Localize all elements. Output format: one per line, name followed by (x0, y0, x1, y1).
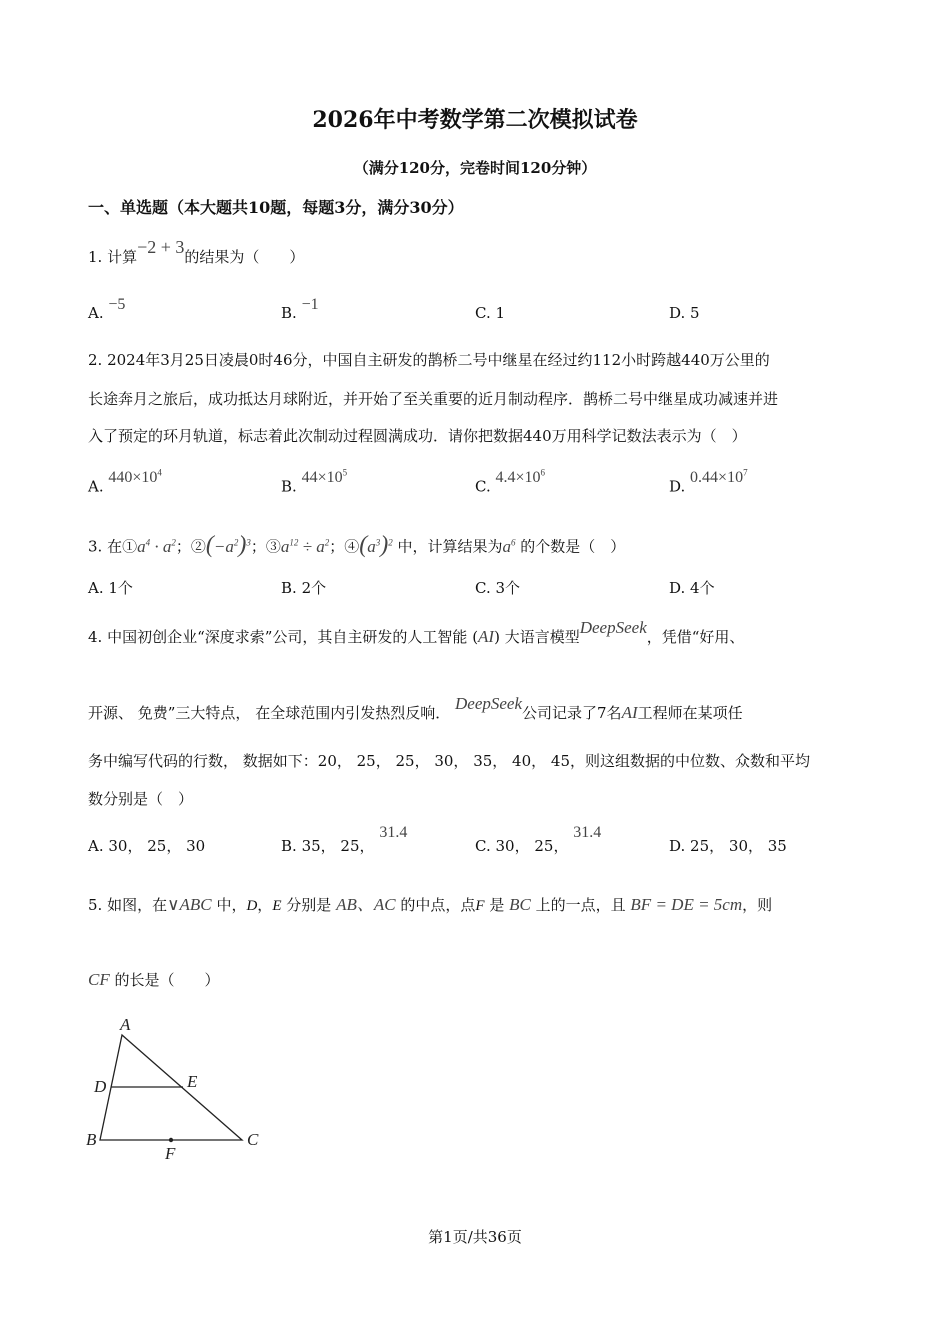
q1-suffix: 的结果为（ ） (184, 248, 305, 266)
label-a: A (120, 1015, 131, 1034)
q2-line-3: 入了预定的环月轨道，标志着此次制动过程圆满成功．请你把数据440万用科学记数法表示为（ ） (88, 427, 747, 445)
q4-line-2: 开源、 免费”三大特点， 在全球范围内引发热烈反响． DeepSeek公司记录了7名AI工程师在某项任 (88, 694, 743, 722)
q4-line-3: 务中编写代码的行数， 数据如下：20， 25， 25， 30， 35， 40， 45，则这组数据的中位数、众数和平均 (88, 752, 810, 770)
label-f: F (165, 1144, 176, 1163)
point-f (169, 1138, 173, 1142)
question-3: 3. 在$①a^4 \cdot a^2$；$②(-a^2)^3$；$③a^{12} \div a^2$；$④(a^3)^2$ 中，计算结果为$a^6$ 的个数是（ ） (88, 531, 626, 558)
q4-option-b: B. 35， 25， 31.4 (281, 824, 408, 855)
page-title: 2026年中考数学第二次模拟试卷 (312, 107, 638, 133)
q5-line-2: CF 的长是（ ） (88, 970, 220, 989)
page-footer: 第1页/共36页 (428, 1228, 522, 1246)
q4-line-4: 数分别是（ ） (88, 790, 194, 808)
q1-option-d: D. 5 (669, 304, 700, 322)
q3-expr-3: $a^{12} \div a^2$ (280, 536, 330, 556)
q1-option-a: A. −5 (88, 296, 126, 322)
label-b: B (86, 1130, 97, 1149)
q3-expr-2: $(-a^2)^3$ (205, 531, 251, 558)
q1-option-c: C. 1 (475, 304, 506, 322)
q4-option-c: C. 30， 25， 31.4 (475, 824, 602, 855)
q3-option-b: B. 2个 (281, 579, 327, 597)
q2-option-d: D. $0.44\times 10^7$ (669, 468, 748, 496)
label-d: D (94, 1077, 107, 1096)
label-e: E (187, 1072, 198, 1091)
triangle-figure (80, 1010, 280, 1165)
q3-expr-1: $a^4 \cdot a^2$ (137, 536, 176, 556)
page-subtitle: （满分120分，完卷时间120分钟） (353, 159, 597, 177)
q3-option-c: C. 3个 (475, 579, 521, 597)
q2-option-a: A. $440\times 10^4$ (88, 468, 162, 496)
q1-prefix: 1. 计算 (88, 248, 138, 266)
q3-result: $a^6$ (502, 536, 516, 556)
q4-option-a: A. 30， 25， 30 (88, 837, 206, 855)
q3-option-a: A. 1个 (88, 579, 133, 597)
section-heading: 一、单选题（本大题共10题，每题3分，满分30分） (88, 198, 464, 217)
q1-expression: −2 + 3 (137, 237, 185, 257)
q2-option-b: B. $44\times 10^5$ (281, 468, 348, 496)
q3-option-d: D. 4个 (669, 579, 715, 597)
label-c: C (247, 1130, 259, 1149)
q1-option-b: B. −1 (281, 296, 319, 322)
q4-option-d: D. 25， 30， 35 (669, 837, 787, 855)
q4-line-1: 4. 中国初创企业“深度求索”公司，其自主研发的人工智能 (AI) 大语言模型DeepSeek，凭借“好用、 (88, 618, 745, 646)
q3-expr-4: $(a^3)^2$ (359, 531, 393, 558)
q2-option-c: C. $4.4\times 10^6$ (475, 468, 546, 496)
question-1 (88, 237, 305, 267)
q2-line-1: 2. 2024年3月25日凌晨0时46分，中国自主研发的鹊桥二号中继星在经过约112小时跨越440万公里的 (88, 351, 770, 369)
q2-line-2: 长途奔月之旅后，成功抵达月球附近，并开始了至关重要的近月制动程序．鹊桥二号中继星成功减速并进 (88, 390, 779, 408)
q5-line-1: 5. 如图，在∨ABC 中，D，E 分别是 AB、AC 的中点，点F 是 BC 上的一点，且 BF = DE = 5cm，则 (88, 895, 773, 914)
